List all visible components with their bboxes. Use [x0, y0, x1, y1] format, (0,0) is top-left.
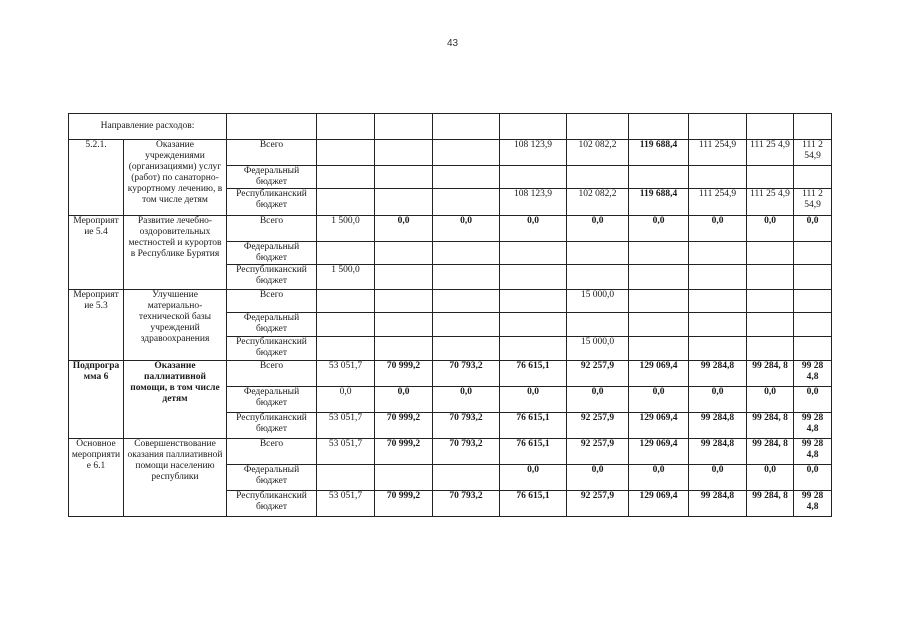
value-cell [567, 242, 629, 265]
value-cell [433, 189, 500, 216]
table-row [69, 140, 832, 166]
value-cell [433, 242, 500, 265]
value-cell: 108 123,9 [500, 140, 567, 166]
value-cell: 99 28 4,8 [794, 361, 832, 387]
value-cell: 0,0 [747, 465, 794, 491]
value-cell: 1 500,0 [317, 216, 375, 242]
table-row [69, 439, 832, 465]
value-cell: 76 615,1 [500, 439, 567, 465]
value-cell: 99 28 4,8 [794, 491, 832, 517]
value-cell [317, 313, 375, 337]
value-cell: 53 051,7 [317, 439, 375, 465]
value-cell [375, 242, 433, 265]
value-cell: 111 25 4,9 [747, 189, 794, 216]
value-cell: 0,0 [500, 216, 567, 242]
value-cell [317, 337, 375, 361]
value-cell [433, 166, 500, 189]
value-cell [375, 189, 433, 216]
value-cell: 0,0 [747, 216, 794, 242]
row-name: Совершенствование оказания паллиативной помощи населению республики [124, 439, 227, 517]
value-cell: 92 257,9 [567, 361, 629, 387]
value-cell: 70 999,2 [375, 439, 433, 465]
value-cell: 0,0 [500, 465, 567, 491]
value-cell [794, 290, 832, 313]
value-cell [500, 337, 567, 361]
value-cell [375, 140, 433, 166]
value-cell [629, 166, 689, 189]
value-cell [747, 313, 794, 337]
value-cell: 0,0 [567, 216, 629, 242]
value-cell: 0,0 [317, 387, 375, 413]
value-cell [567, 313, 629, 337]
source-cell: Республиканский бюджет [227, 189, 317, 216]
source-cell: Федеральный бюджет [227, 242, 317, 265]
value-cell [629, 313, 689, 337]
value-cell: 99 284, 8 [747, 491, 794, 517]
value-cell: 111 254,9 [689, 140, 747, 166]
value-cell: 119 688,4 [629, 189, 689, 216]
value-cell: 0,0 [567, 465, 629, 491]
value-cell [689, 337, 747, 361]
value-cell: 99 284,8 [689, 361, 747, 387]
value-cell: 111 2 54,9 [794, 189, 832, 216]
value-cell: 108 123,9 [500, 189, 567, 216]
row-code: Мероприятие 5.4 [69, 216, 124, 290]
row-name: Оказание учреждениями (организациями) услуг (работ) по санаторно-курортному лечению, в том числе детям [124, 140, 227, 216]
value-cell: 70 793,2 [433, 413, 500, 439]
value-cell: 92 257,9 [567, 491, 629, 517]
header-label: Направление расходов: [69, 114, 227, 140]
value-cell: 1 500,0 [317, 265, 375, 290]
value-cell [375, 290, 433, 313]
value-cell: 99 284,8 [689, 413, 747, 439]
value-cell: 0,0 [794, 465, 832, 491]
value-cell [317, 290, 375, 313]
value-cell [689, 313, 747, 337]
value-cell: 102 082,2 [567, 140, 629, 166]
value-cell [500, 313, 567, 337]
value-cell: 0,0 [629, 465, 689, 491]
value-cell [794, 313, 832, 337]
value-cell [629, 337, 689, 361]
value-cell: 0,0 [375, 216, 433, 242]
value-cell: 99 28 4,8 [794, 413, 832, 439]
value-cell [317, 465, 375, 491]
value-cell: 111 2 54,9 [794, 140, 832, 166]
value-cell [317, 189, 375, 216]
value-cell [433, 140, 500, 166]
value-cell [794, 337, 832, 361]
value-cell: 92 257,9 [567, 439, 629, 465]
value-cell: 53 051,7 [317, 491, 375, 517]
value-cell: 92 257,9 [567, 413, 629, 439]
value-cell [433, 313, 500, 337]
source-cell: Республиканский бюджет [227, 491, 317, 517]
value-cell [500, 166, 567, 189]
value-cell: 129 069,4 [629, 361, 689, 387]
value-cell: 15 000,0 [567, 290, 629, 313]
value-cell [689, 166, 747, 189]
value-cell: 53 051,7 [317, 361, 375, 387]
value-cell [747, 166, 794, 189]
row-name: Развитие лечебно-оздоровительных местностей и курортов в Республике Бурятия [124, 216, 227, 290]
source-cell: Республиканский бюджет [227, 265, 317, 290]
value-cell: 99 284,8 [689, 439, 747, 465]
value-cell [375, 313, 433, 337]
value-cell [747, 290, 794, 313]
value-cell: 0,0 [567, 387, 629, 413]
value-cell: 0,0 [629, 216, 689, 242]
value-cell: 76 615,1 [500, 413, 567, 439]
value-cell: 70 999,2 [375, 413, 433, 439]
source-cell: Федеральный бюджет [227, 387, 317, 413]
value-cell: 0,0 [689, 465, 747, 491]
value-cell: 99 28 4,8 [794, 439, 832, 465]
value-cell [433, 290, 500, 313]
value-cell: 0,0 [433, 387, 500, 413]
value-cell: 70 999,2 [375, 491, 433, 517]
value-cell [689, 242, 747, 265]
value-cell: 0,0 [629, 387, 689, 413]
source-cell: Республиканский бюджет [227, 413, 317, 439]
value-cell [500, 265, 567, 290]
value-cell [794, 242, 832, 265]
value-cell [433, 465, 500, 491]
table-row [69, 114, 832, 140]
row-name: Улучшение материально-технической базы учреждений здравоохранения [124, 290, 227, 361]
table-row [69, 290, 832, 313]
value-cell [500, 242, 567, 265]
value-cell [433, 265, 500, 290]
value-cell [747, 265, 794, 290]
value-cell [629, 265, 689, 290]
value-cell: 119 688,4 [629, 140, 689, 166]
value-cell: 129 069,4 [629, 439, 689, 465]
value-cell: 70 999,2 [375, 361, 433, 387]
value-cell [747, 337, 794, 361]
value-cell: 129 069,4 [629, 491, 689, 517]
value-cell [567, 166, 629, 189]
value-cell: 0,0 [689, 216, 747, 242]
value-cell [500, 290, 567, 313]
source-cell: Всего [227, 361, 317, 387]
source-cell: Всего [227, 439, 317, 465]
source-cell: Федеральный бюджет [227, 313, 317, 337]
value-cell [689, 290, 747, 313]
value-cell [629, 242, 689, 265]
value-cell [375, 265, 433, 290]
value-cell: 0,0 [500, 387, 567, 413]
value-cell: 76 615,1 [500, 491, 567, 517]
source-cell: Всего [227, 140, 317, 166]
value-cell: 129 069,4 [629, 413, 689, 439]
value-cell [747, 242, 794, 265]
value-cell [567, 265, 629, 290]
row-code: Основное мероприятие 6.1 [69, 439, 124, 517]
page-number: 43 [446, 38, 459, 49]
value-cell [317, 166, 375, 189]
value-cell: 99 284, 8 [747, 361, 794, 387]
row-name: Оказание паллиативной помощи, в том числе детям [124, 361, 227, 439]
value-cell: 99 284,8 [689, 491, 747, 517]
value-cell: 0,0 [747, 387, 794, 413]
value-cell: 70 793,2 [433, 361, 500, 387]
value-cell [629, 290, 689, 313]
value-cell [317, 242, 375, 265]
value-cell: 0,0 [433, 216, 500, 242]
value-cell [317, 140, 375, 166]
value-cell: 0,0 [375, 387, 433, 413]
source-cell: Республиканский бюджет [227, 337, 317, 361]
value-cell: 102 082,2 [567, 189, 629, 216]
source-cell: Всего [227, 216, 317, 242]
value-cell: 99 284, 8 [747, 413, 794, 439]
source-cell: Федеральный бюджет [227, 166, 317, 189]
value-cell [433, 337, 500, 361]
table-row [69, 216, 832, 242]
value-cell: 0,0 [794, 216, 832, 242]
value-cell: 15 000,0 [567, 337, 629, 361]
value-cell [689, 265, 747, 290]
value-cell: 111 25 4,9 [747, 140, 794, 166]
row-code: 5.2.1. [69, 140, 124, 216]
budget-table [68, 113, 832, 517]
source-cell: Всего [227, 290, 317, 313]
value-cell: 53 051,7 [317, 413, 375, 439]
value-cell: 70 793,2 [433, 439, 500, 465]
value-cell: 70 793,2 [433, 491, 500, 517]
value-cell [375, 166, 433, 189]
value-cell [375, 337, 433, 361]
table-row [69, 361, 832, 387]
value-cell: 76 615,1 [500, 361, 567, 387]
row-code: Мероприятие 5.3 [69, 290, 124, 361]
value-cell [794, 265, 832, 290]
value-cell [375, 465, 433, 491]
value-cell [794, 166, 832, 189]
value-cell: 111 254,9 [689, 189, 747, 216]
value-cell: 0,0 [689, 387, 747, 413]
source-cell: Федеральный бюджет [227, 465, 317, 491]
value-cell: 0,0 [794, 387, 832, 413]
value-cell: 99 284, 8 [747, 439, 794, 465]
row-code: Подпрограмма 6 [69, 361, 124, 439]
